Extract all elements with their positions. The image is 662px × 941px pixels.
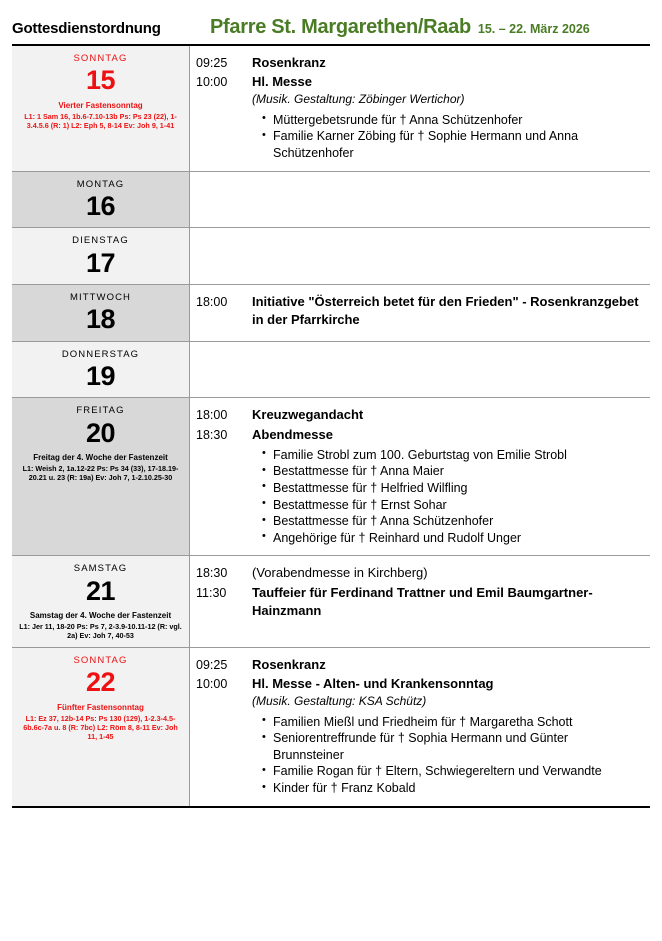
day-row: [12, 648, 650, 808]
event-music-note: (Musik. Gestaltung: Zöbinger Wertichor): [252, 92, 465, 107]
feast-name: Fünfter Fastensonntag: [57, 702, 144, 712]
event-entry: [190, 426, 642, 547]
event-body: [252, 54, 642, 72]
day-cell-17: [12, 228, 190, 284]
day-row: [12, 228, 650, 285]
day-events: [190, 398, 650, 555]
mass-intention-item: • Bestattmesse für † Anna Schützenhofer: [262, 513, 642, 530]
page-header: [12, 0, 650, 44]
day-events: [190, 172, 650, 228]
event-time: 11:30: [196, 585, 227, 600]
day-weekday-label: DONNERSTAG: [61, 348, 140, 360]
day-events: [190, 46, 650, 171]
mass-intention-item: • Kinder für † Franz Kobald: [262, 780, 642, 797]
scripture-readings: L1: Ez 37, 12b-14 Ps: Ps 130 (129), 1-2.3-4.5-6b.6c-7a u. 8 (R: 7bc) L2: Röm 8, 8-11 Ev: Joh 11, 1-45: [23, 713, 178, 742]
scripture-readings: L1: Jer 11, 18-20 Ps: Ps 7, 2-3.9-10.11-12 (R: vgl. 2a) Ev: Joh 7, 40-53: [19, 622, 182, 641]
scripture-readings: L1: 1 Sam 16, 1b.6-7.10-13b Ps: Ps 23 (22), 1-3.4.5.6 (R: 1) L2: Eph 5, 8-14 Ev: Joh 9, 1-41: [24, 111, 177, 131]
day-events: [190, 556, 650, 646]
mass-intentions-list: [252, 714, 642, 797]
day-row: [12, 342, 650, 399]
event-entry: [190, 406, 642, 424]
event-time: 09:25: [196, 56, 228, 70]
event-time: 10:00: [196, 75, 228, 90]
day-cell-19: [12, 342, 190, 398]
mass-intention-item: • Seniorentreffrunde für † Sophia Hermann und Günter Brunnsteiner: [262, 730, 642, 763]
event-title: Rosenkranz: [252, 656, 326, 672]
day-events: [190, 285, 650, 341]
event-entry: [190, 675, 642, 797]
day-weekday-label: SONNTAG: [73, 654, 128, 666]
event-body: [252, 406, 642, 424]
mass-intention-item: • Familie Rogan für † Eltern, Schwiegereltern und Verwandte: [262, 763, 642, 780]
event-title: Kreuzwegandacht: [252, 407, 364, 423]
event-entry: [190, 54, 642, 72]
event-body: [252, 675, 642, 797]
event-entry: [190, 584, 642, 620]
header-parish-block: [190, 16, 650, 39]
day-number: 21: [85, 575, 116, 606]
event-title: Hl. Messe - Alten- und Krankensonntag: [252, 676, 494, 692]
event-title: Abendmesse: [252, 426, 333, 442]
event-body: [252, 73, 642, 161]
day-row: [12, 46, 650, 172]
day-number: 15: [85, 65, 116, 96]
day-row: [12, 172, 650, 229]
event-entry: [190, 73, 642, 161]
mass-intention-item: • Familie Strobl zum 100. Geburtstag von Emilie Strobl: [262, 447, 642, 464]
day-number: 20: [85, 417, 116, 448]
day-events: [190, 648, 650, 806]
day-events: [190, 342, 650, 398]
mass-intention-item: • Bestattmesse für † Anna Maier: [262, 463, 642, 480]
day-weekday-label: SAMSTAG: [73, 563, 128, 575]
mass-intention-item: • Bestattmesse für † Ernst Sohar: [262, 497, 642, 514]
mass-intention-item: • Familien Mießl und Friedheim für † Margaretha Schott: [262, 714, 642, 731]
event-time: 18:00: [196, 294, 228, 309]
day-number: 22: [85, 667, 116, 698]
document-title: Gottesdienstordnung: [12, 20, 161, 37]
feast-name: Vierter Fastensonntag: [58, 100, 143, 110]
date-range: 15. – 22. März 2026: [477, 22, 590, 36]
day-row: [12, 398, 650, 556]
mass-intentions-list: [252, 447, 642, 547]
event-title: Hl. Messe: [252, 74, 312, 90]
mass-intentions-list: [252, 112, 642, 162]
event-title: Initiative "Österreich betet für den Frieden" - Rosenkranzgebet in der Pfarrkirche: [252, 293, 639, 328]
event-body: [252, 564, 642, 582]
event-body: [252, 426, 642, 547]
day-weekday-label: DIENSTAG: [72, 235, 129, 247]
event-title: (Vorabendmesse in Kirchberg): [252, 565, 428, 581]
day-cell-20: [12, 398, 190, 555]
day-weekday-label: MONTAG: [76, 178, 125, 190]
day-row: [12, 285, 650, 342]
event-entry: [190, 564, 642, 582]
event-body: [252, 293, 642, 329]
event-time: 18:30: [196, 427, 228, 442]
feast-name: Samstag der 4. Woche der Fastenzeit: [29, 611, 172, 621]
day-weekday-label: FREITAG: [76, 405, 125, 417]
event-body: [252, 656, 642, 674]
mass-intention-item: • Bestattmesse für † Helfried Wilfling: [262, 480, 642, 497]
schedule-table: [12, 44, 650, 808]
day-number: 19: [85, 361, 116, 392]
mass-intention-item: • Müttergebetsrunde für † Anna Schützenhofer: [262, 112, 642, 129]
event-entry: [190, 656, 642, 674]
event-title: Rosenkranz: [252, 55, 326, 70]
day-number: 18: [85, 304, 116, 335]
day-row: [12, 556, 650, 647]
day-cell-15: [12, 46, 190, 171]
day-cell-18: [12, 285, 190, 341]
mass-intention-item: • Angehörige für † Reinhard und Rudolf Unger: [262, 530, 642, 547]
event-entry: [190, 293, 642, 329]
event-time: 18:30: [196, 566, 228, 581]
day-number: 16: [85, 191, 116, 222]
event-body: [252, 584, 642, 620]
event-time: 18:00: [196, 408, 228, 423]
event-music-note: (Musik. Gestaltung: KSA Schütz): [252, 694, 427, 709]
scripture-readings: L1: Weish 2, 1a.12-22 Ps: Ps 34 (33), 17-18.19-20.21 u. 23 (R: 19a) Ev: Joh 7, 1-2.10.25-30: [22, 464, 179, 483]
day-cell-16: [12, 172, 190, 228]
day-weekday-label: MITTWOCH: [69, 291, 132, 303]
event-time: 09:25: [196, 657, 228, 672]
day-cell-22: [12, 648, 190, 806]
day-events: [190, 228, 650, 284]
mass-intention-item: • Familie Karner Zöbing für † Sophie Hermann und Anna Schützenhofer: [262, 128, 642, 161]
parish-name: Pfarre St. Margarethen/Raab: [210, 16, 471, 38]
feast-name: Freitag der 4. Woche der Fastenzeit: [33, 453, 168, 462]
event-title: Tauffeier für Ferdinand Trattner und Emil Baumgartner-Hainzmann: [252, 584, 593, 618]
day-cell-21: [12, 556, 190, 646]
day-weekday-label: SONNTAG: [73, 53, 128, 64]
day-number: 17: [85, 247, 116, 278]
event-time: 10:00: [196, 677, 228, 692]
